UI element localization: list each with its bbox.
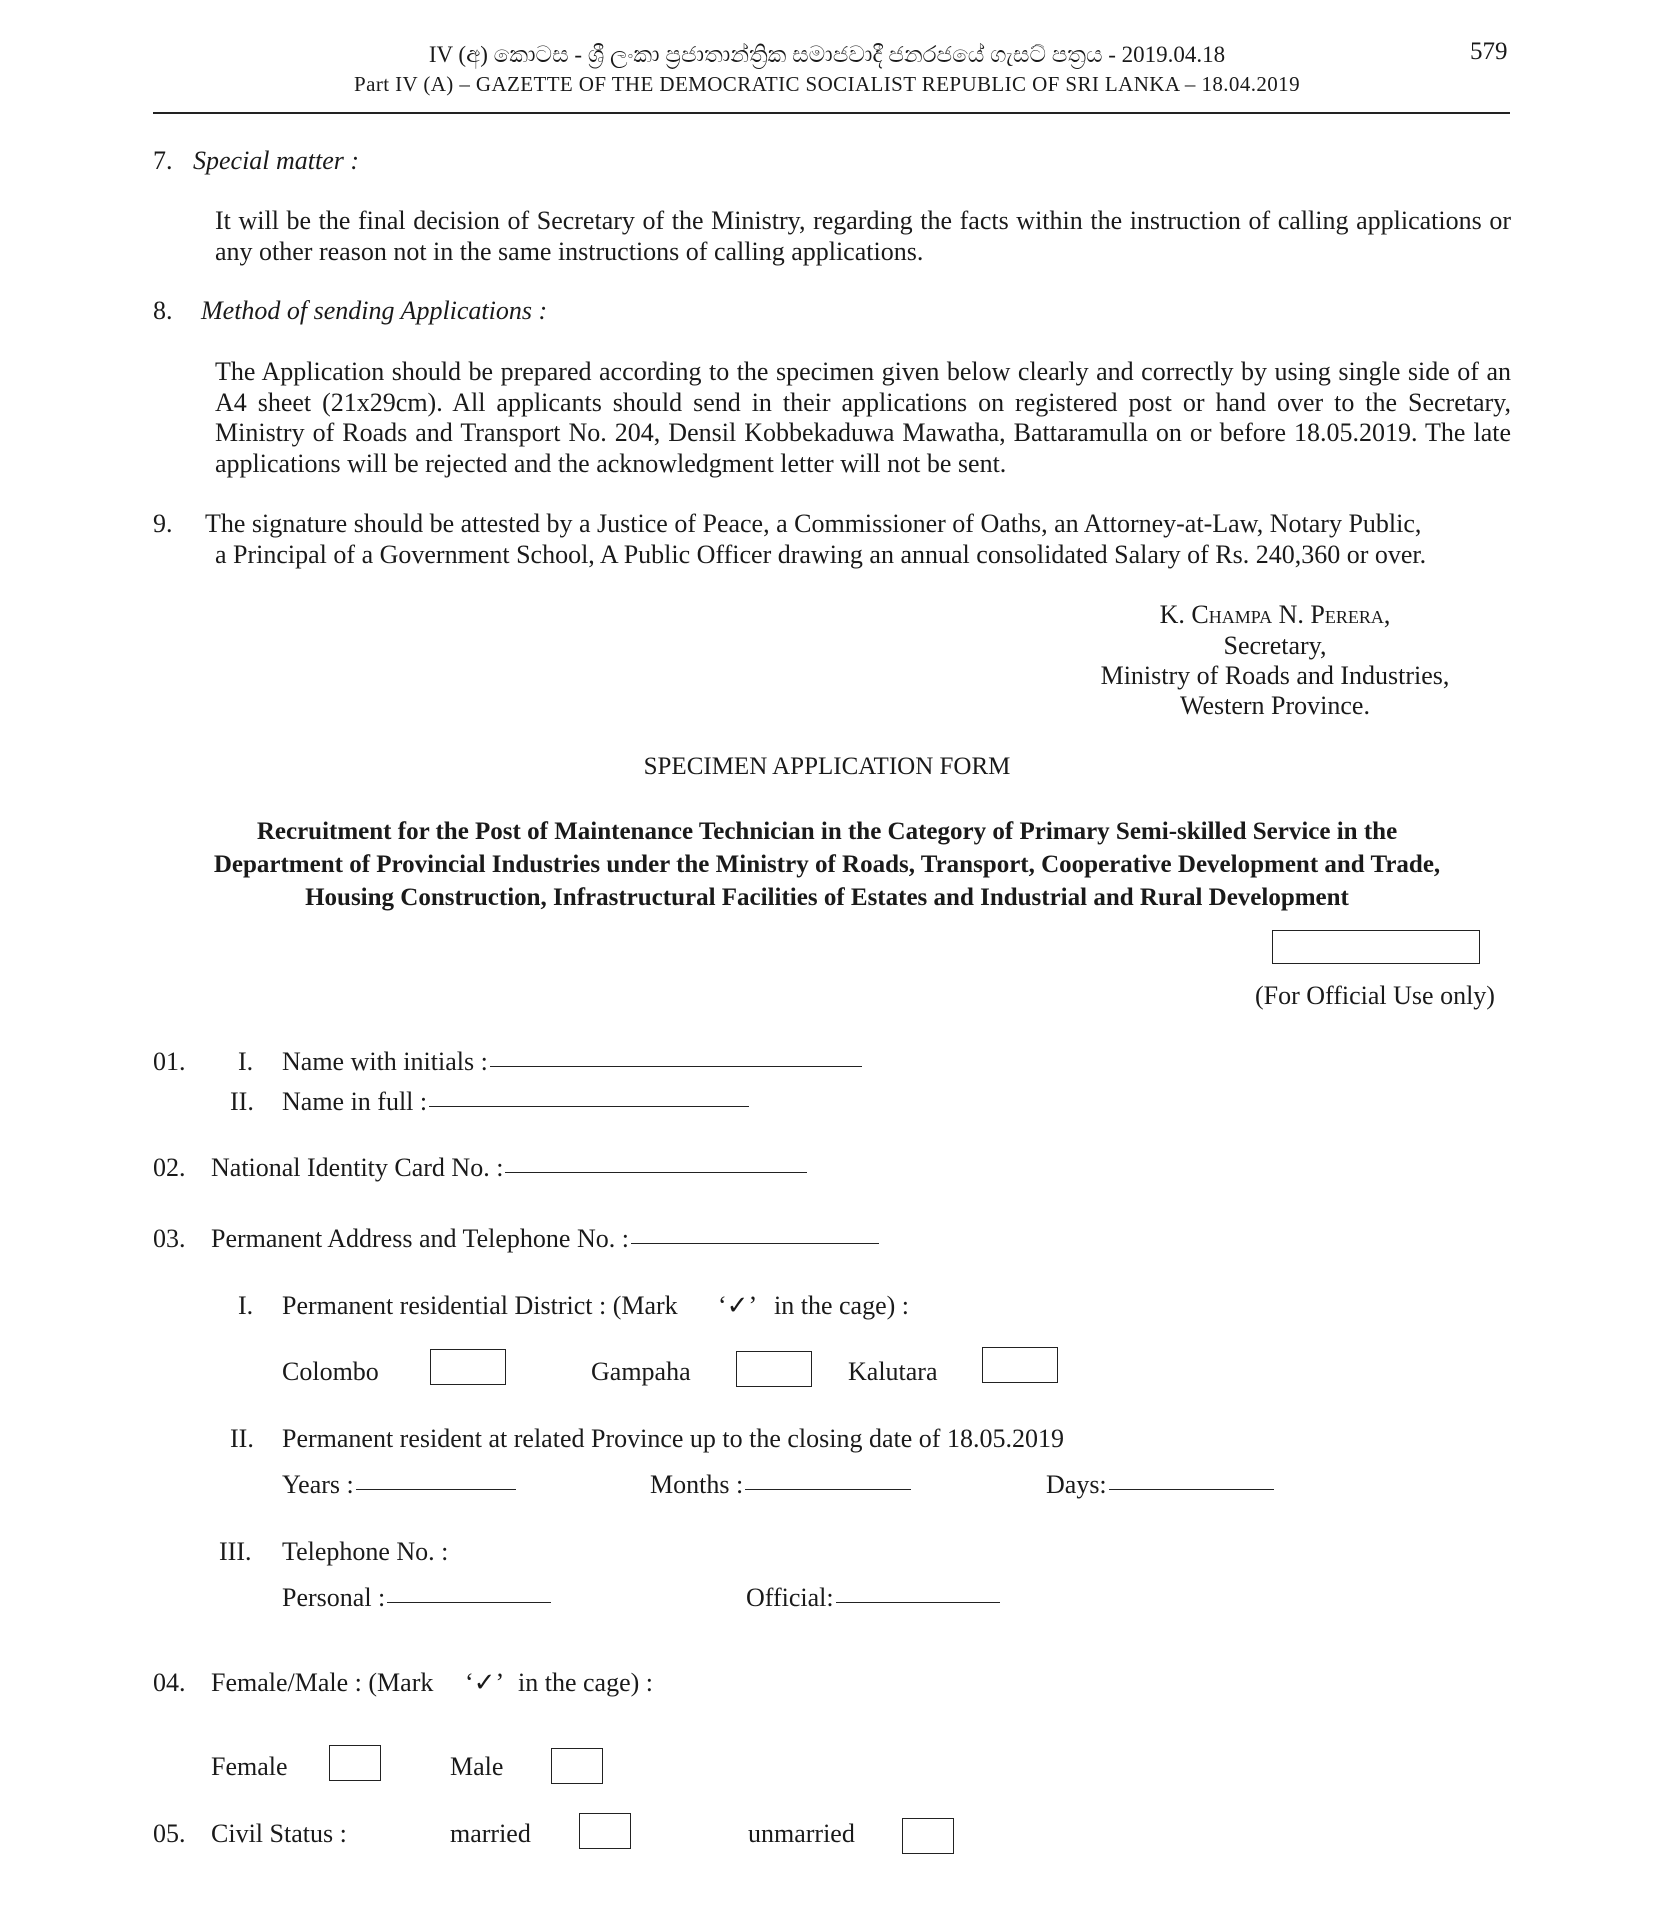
nic-line[interactable] (505, 1172, 807, 1173)
days-label: Days: (1046, 1470, 1107, 1499)
years-label: Years : (282, 1470, 354, 1499)
q01-name-full (282, 1087, 749, 1117)
header-english-text: Part IV (A) – GAZETTE OF THE DEMOCRATIC SOCIALIST REPUBLIC OF SRI LANKA – 18.04.2019 (354, 72, 1300, 96)
q05-text: Civil Status : (211, 1819, 347, 1848)
q01-ii-text: Name in full : (282, 1087, 428, 1116)
official-use-label: (For Official Use only) (1255, 981, 1495, 1010)
header-rule (153, 112, 1510, 114)
form-heading: SPECIMEN APPLICATION FORM (643, 753, 1011, 780)
married-checkbox[interactable] (579, 1813, 631, 1849)
years-line[interactable] (356, 1489, 516, 1490)
header-sinhala-line: IV (අ) කොටස - ශ්‍රී ලංකා ප්‍රජාතාන්ත්‍රික සමාජවාදී ජනරජයේ ගැසට් පත්‍රය - 2019.04.18 (428, 42, 1226, 67)
q03-i-suffix: in the cage) : (774, 1291, 909, 1320)
q02-text: National Identity Card No. : (211, 1153, 504, 1182)
q01-name-initials (282, 1047, 862, 1077)
form-subtitle-line-1: Recruitment for the Post of Maintenance Technician in the Category of Primary Semi-skilled Service in the (256, 818, 1398, 845)
section-9-line2: a Principal of a Government School, A Public Officer drawing an annual consolidated Salary of Rs. 240,360 or over. (215, 540, 1427, 569)
q01-i-text: Name with initials : (282, 1047, 488, 1076)
signature-title: Secretary, (1223, 631, 1327, 660)
signature-province: Western Province. (1180, 691, 1370, 720)
q05-number: 05. (153, 1819, 186, 1848)
days-field (1046, 1470, 1274, 1500)
header-english-line (0, 72, 1654, 97)
form-subtitle-line-3: Housing Construction, Infrastructural Facilities of Estates and Industrial and Rural Development (305, 884, 1349, 911)
section-7-title: Special matter : (193, 146, 360, 175)
q03-ii-label: II. (230, 1424, 254, 1453)
official-use-box[interactable] (1272, 930, 1480, 964)
form-subtitle-line-2: Department of Provincial Industries under the Ministry of Roads, Transport, Cooperative Development and Trade, (213, 851, 1441, 878)
months-line[interactable] (745, 1489, 911, 1490)
district-kalutara-label: Kalutara (848, 1357, 938, 1386)
q03-number: 03. (153, 1224, 186, 1253)
personal-phone-line[interactable] (387, 1602, 551, 1603)
district-colombo-label: Colombo (282, 1357, 379, 1386)
section-9-number: 9. (153, 509, 173, 538)
q01-ii-label: II. (230, 1087, 254, 1116)
district-kalutara-checkbox[interactable] (982, 1347, 1058, 1383)
district-gampaha-label: Gampaha (591, 1357, 691, 1386)
official-phone-field (746, 1583, 1000, 1613)
section-8-number: 8. (153, 296, 173, 325)
section-7-number: 7. (153, 146, 173, 175)
q03-iii-text: Telephone No. : (282, 1537, 449, 1566)
q03-i-mark: ‘✓’ (718, 1291, 758, 1320)
q01-number: 01. (153, 1047, 186, 1076)
male-checkbox[interactable] (551, 1748, 603, 1784)
months-label: Months : (650, 1470, 744, 1499)
female-checkbox[interactable] (329, 1745, 381, 1781)
official-phone-line[interactable] (836, 1602, 1000, 1603)
q04-suffix: in the cage) : (518, 1668, 653, 1697)
signature-name: K. Champa N. Perera, (1159, 600, 1391, 629)
q04-mark: ‘✓’ (465, 1668, 505, 1697)
q02-number: 02. (153, 1153, 186, 1182)
section-8-title: Method of sending Applications : (201, 296, 548, 325)
signature-ministry: Ministry of Roads and Industries, (1100, 661, 1450, 690)
section-7-body: It will be the final decision of Secretary of the Ministry, regarding the facts within the instruction of calling applications or any other reason not in the same instructions of calling applications. (215, 206, 1511, 266)
female-label: Female (211, 1752, 288, 1781)
q04-text: Female/Male : (Mark (211, 1668, 434, 1697)
name-initials-line[interactable] (490, 1066, 862, 1067)
personal-label: Personal : (282, 1583, 386, 1612)
q03-iii-label: III. (219, 1537, 252, 1566)
years-field (282, 1470, 516, 1500)
official-label: Official: (746, 1583, 834, 1612)
q02-nic (211, 1153, 807, 1183)
page-number: 579 (1470, 38, 1508, 65)
district-gampaha-checkbox[interactable] (736, 1351, 812, 1387)
personal-phone-field (282, 1583, 551, 1613)
section-8-body: The Application should be prepared according to the specimen given below clearly and correctly by using single side of an A4 sheet (21x29cm). All applicants should send in their applications on registered post or hand over to the Secretary, Ministry of Roads and Transport No. 204, Densil Kobbekaduwa Mawatha, Battaramulla on or before 18.05.2019. The late applications will be rejected and the acknowledgment letter will not be sent. (215, 357, 1511, 478)
name-full-line[interactable] (429, 1106, 749, 1107)
months-field (650, 1470, 911, 1500)
unmarried-label: unmarried (748, 1819, 855, 1848)
district-colombo-checkbox[interactable] (430, 1349, 506, 1385)
q01-i-label: I. (238, 1047, 254, 1076)
unmarried-checkbox[interactable] (902, 1818, 954, 1854)
q03-address (211, 1224, 879, 1254)
q04-number: 04. (153, 1668, 186, 1697)
q03-i-label: I. (238, 1291, 254, 1320)
address-line[interactable] (631, 1243, 879, 1244)
married-label: married (450, 1819, 531, 1848)
section-9-line1: The signature should be attested by a Justice of Peace, a Commissioner of Oaths, an Attorney-at-Law, Notary Public, (205, 509, 1422, 538)
q03-i-text: Permanent residential District : (Mark (282, 1291, 678, 1320)
q03-text: Permanent Address and Telephone No. : (211, 1224, 629, 1253)
male-label: Male (450, 1752, 504, 1781)
days-line[interactable] (1109, 1489, 1274, 1490)
q03-ii-text: Permanent resident at related Province up to the closing date of 18.05.2019 (282, 1424, 1064, 1453)
